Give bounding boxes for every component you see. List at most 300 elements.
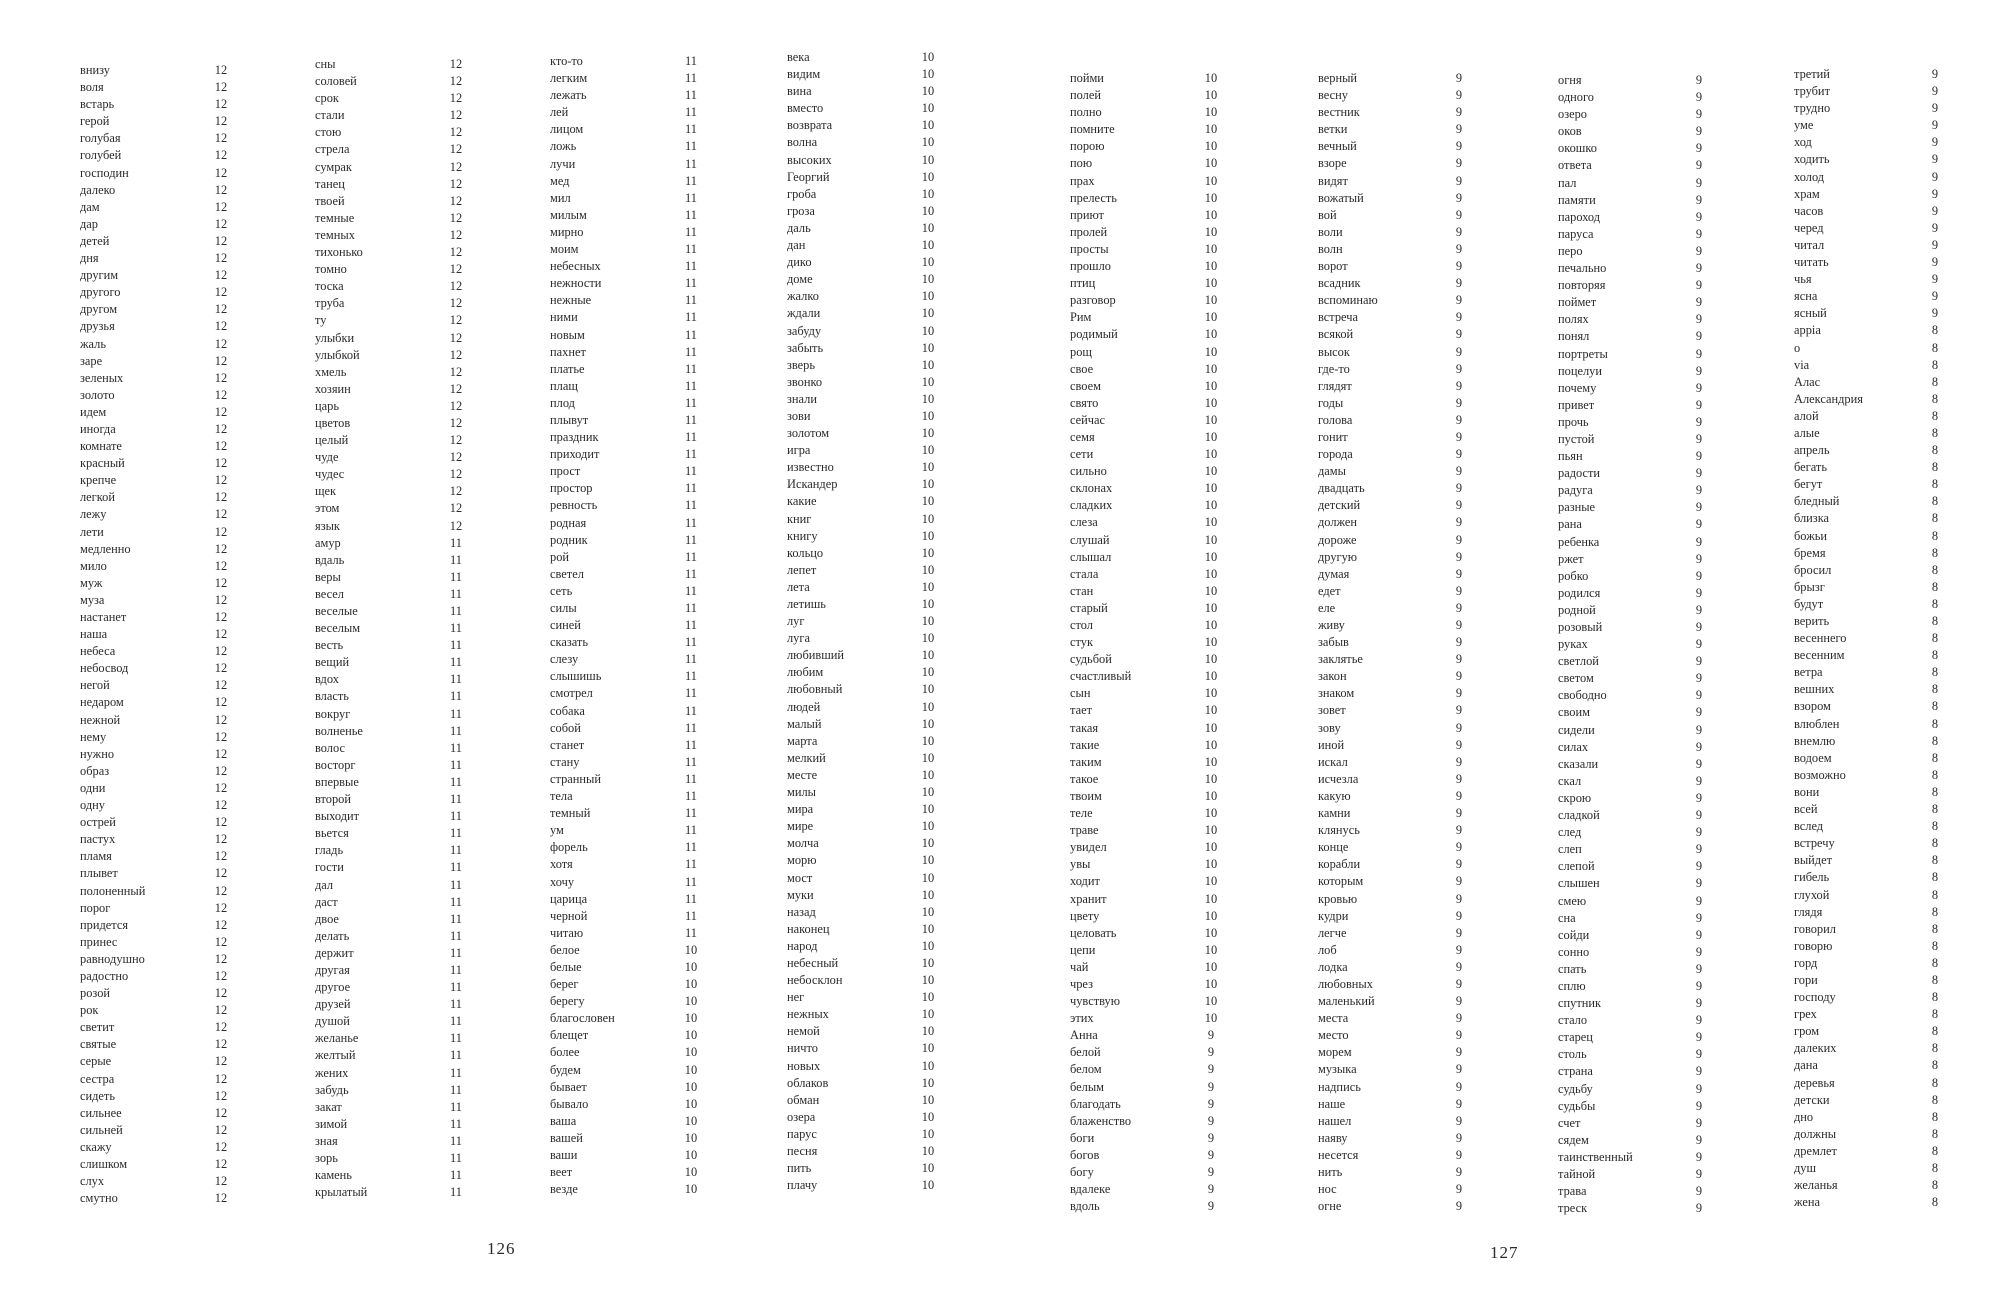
entry-word: забудь: [315, 1082, 349, 1097]
entry-count: 10: [921, 238, 935, 253]
entry-count: 9: [1455, 1182, 1463, 1197]
entry-count: 11: [450, 706, 462, 721]
list-item: [1794, 579, 2000, 596]
entry-count: 12: [214, 780, 228, 795]
entry-word: придется: [80, 917, 129, 932]
entry-word: вожатый: [1318, 190, 1364, 205]
entry-count: 9: [1931, 135, 1939, 150]
entry-count: 10: [1204, 447, 1218, 462]
entry-word: детски: [1794, 1092, 1830, 1107]
entry-count: 9: [1207, 1062, 1215, 1077]
entry-count: 9: [1695, 978, 1703, 993]
list-item: [315, 962, 533, 979]
list-item: [1794, 818, 2000, 835]
entry-count: 9: [1695, 329, 1703, 344]
entry-word: гром: [1794, 1024, 1820, 1039]
entry-word: закат: [315, 1099, 342, 1114]
entry-word: ход: [1794, 135, 1812, 150]
entry-count: 8: [1931, 408, 1939, 423]
list-item: [1070, 600, 1288, 617]
entry-count: 9: [1931, 169, 1939, 184]
list-item: [80, 1156, 298, 1173]
list-item: [550, 1027, 768, 1044]
entry-word: третий: [1794, 67, 1830, 81]
list-item: [1558, 346, 1776, 363]
entry-word: волна: [787, 135, 818, 150]
entry-count: 12: [214, 678, 228, 693]
list-item: [1318, 702, 1536, 719]
entry-count: 8: [1931, 682, 1939, 697]
entry-word: амур: [315, 535, 341, 550]
entry-count: 9: [1455, 412, 1463, 427]
entry-word: маленький: [1318, 994, 1375, 1009]
entry-word: темные: [315, 210, 355, 225]
entry-word: дремлет: [1794, 1143, 1837, 1158]
entry-count: 9: [1455, 1113, 1463, 1128]
list-item: [315, 278, 533, 295]
list-item: [80, 558, 298, 575]
entry-count: 9: [1455, 498, 1463, 513]
entry-count: 12: [214, 763, 228, 778]
list-item: [315, 620, 533, 637]
entry-word: улыбки: [315, 330, 355, 345]
list-item: [80, 575, 298, 592]
entry-count: 9: [1695, 1132, 1703, 1147]
entry-count: 11: [685, 908, 697, 923]
entry-word: глядят: [1318, 378, 1352, 393]
entry-count: 10: [921, 973, 935, 988]
list-item: [80, 1053, 298, 1070]
entry-word: темный: [550, 806, 591, 821]
list-item: [550, 566, 768, 583]
list-item: [787, 767, 1005, 784]
entry-word: родимый: [1070, 327, 1118, 342]
entry-word: треск: [1558, 1201, 1588, 1216]
entry-count: 12: [214, 849, 228, 864]
list-item: [1558, 927, 1776, 944]
entry-count: 12: [214, 627, 228, 642]
entry-word: стало: [1558, 1013, 1588, 1028]
entry-word: забыть: [787, 340, 824, 355]
list-item: [787, 340, 1005, 357]
list-item: [787, 681, 1005, 698]
list-item: [787, 1143, 1005, 1160]
entry-word: бремя: [1794, 545, 1826, 560]
entry-count: 9: [1455, 737, 1463, 752]
list-item: [787, 972, 1005, 989]
list-item: [1070, 651, 1288, 668]
entry-word: чуде: [315, 450, 339, 465]
list-item: [80, 780, 298, 797]
entry-word: знали: [787, 391, 817, 406]
entry-count: 8: [1931, 1041, 1939, 1056]
list-item: [1558, 978, 1776, 995]
entry-word: принес: [80, 934, 118, 949]
entry-count: 11: [685, 293, 697, 308]
entry-word: нежных: [787, 1007, 829, 1022]
list-item: [80, 660, 298, 677]
entry-count: 11: [450, 877, 462, 892]
entry-word: сна: [1558, 910, 1576, 925]
list-item: [1558, 602, 1776, 619]
entry-count: 9: [1695, 1098, 1703, 1113]
entry-count: 10: [1204, 412, 1218, 427]
entry-word: сказать: [550, 635, 588, 650]
list-item: [315, 347, 533, 364]
entry-word: собака: [550, 703, 585, 718]
list-item: [1558, 910, 1776, 927]
entry-count: 8: [1931, 391, 1939, 406]
list-item: [315, 894, 533, 911]
list-item: [1070, 754, 1288, 771]
entry-count: 12: [449, 467, 463, 482]
entry-count: 9: [1455, 1028, 1463, 1043]
entry-word: зовет: [1318, 703, 1346, 718]
entry-word: Алас: [1794, 374, 1821, 389]
entry-count: 10: [1204, 618, 1218, 632]
list-item: [315, 56, 533, 73]
entry-count: 10: [684, 1011, 698, 1026]
entry-word: прах: [1070, 173, 1095, 188]
entry-word: одну: [80, 798, 105, 813]
entry-count: 12: [214, 182, 228, 197]
entry-word: желанье: [315, 1031, 359, 1046]
list-item: [1794, 921, 2000, 938]
entry-word: прелесть: [1070, 190, 1117, 205]
entry-word: музыка: [1318, 1062, 1357, 1077]
list-item: [1070, 207, 1288, 224]
list-item: [315, 569, 533, 586]
entry-count: 12: [449, 57, 463, 71]
list-item: [80, 541, 298, 558]
list-item: [80, 421, 298, 438]
entry-word: дана: [1794, 1058, 1818, 1073]
list-item: [1558, 1200, 1776, 1217]
list-item: [315, 586, 533, 603]
list-item: [787, 511, 1005, 528]
entry-word: стали: [315, 108, 345, 123]
list-item: [787, 852, 1005, 869]
entry-word: вой: [1318, 207, 1337, 222]
entry-count: 9: [1695, 944, 1703, 959]
entry-word: праздник: [550, 430, 599, 445]
entry-word: хочу: [550, 874, 575, 889]
entry-word: вспоминаю: [1318, 293, 1378, 308]
list-item: [315, 825, 533, 842]
entry-count: 11: [685, 122, 697, 137]
entry-count: 9: [1695, 568, 1703, 583]
entry-count: 9: [1695, 1081, 1703, 1096]
entry-count: 11: [450, 911, 462, 926]
list-item: [550, 292, 768, 309]
entry-count: 10: [921, 255, 935, 270]
entry-count: 11: [685, 88, 697, 103]
list-item: [1318, 617, 1536, 634]
list-item: [1558, 123, 1776, 140]
entry-word: пароход: [1558, 209, 1601, 224]
list-item: [315, 261, 533, 278]
entry-word: тоска: [315, 279, 344, 294]
entry-word: памяти: [1558, 192, 1596, 207]
entry-word: скрою: [1558, 790, 1592, 805]
list-item: [787, 545, 1005, 562]
entry-count: 10: [1204, 788, 1218, 803]
entry-count: 11: [450, 980, 462, 995]
entry-word: небесный: [787, 955, 839, 970]
list-item: [80, 1036, 298, 1053]
entry-count: 10: [921, 186, 935, 201]
list-item: [315, 193, 533, 210]
list-item: [550, 771, 768, 788]
entry-word: пою: [1070, 156, 1093, 171]
entry-word: томно: [315, 262, 347, 277]
entry-count: 11: [450, 672, 462, 687]
list-item: [550, 190, 768, 207]
list-item: [787, 288, 1005, 305]
entry-count: 10: [921, 152, 935, 167]
entry-count: 12: [214, 575, 228, 590]
list-item: [787, 699, 1005, 716]
list-item: [1794, 681, 2000, 698]
entry-word: будут: [1794, 596, 1824, 611]
entry-word: сильнее: [80, 1105, 122, 1120]
list-item: [1318, 651, 1536, 668]
entry-count: 12: [449, 296, 463, 311]
entry-word: стол: [1070, 618, 1093, 632]
list-item: [787, 1006, 1005, 1023]
list-item: [1070, 976, 1288, 993]
entry-count: 11: [685, 601, 697, 615]
entry-count: 12: [214, 832, 228, 847]
list-item: [1318, 737, 1536, 754]
list-item: [550, 617, 768, 634]
list-item: [1794, 887, 2000, 904]
entry-count: 8: [1931, 511, 1939, 526]
entry-word: везде: [550, 1182, 578, 1197]
entry-count: 12: [214, 917, 228, 932]
entry-word: язык: [315, 518, 340, 533]
entry-count: 11: [450, 774, 462, 789]
list-item: [1318, 1113, 1536, 1130]
entry-count: 11: [685, 737, 697, 752]
entry-count: 8: [1931, 938, 1939, 953]
entry-word: знаком: [1318, 686, 1355, 701]
entry-word: родной: [1558, 602, 1596, 617]
list-item: [550, 822, 768, 839]
entry-count: 9: [1695, 705, 1703, 720]
entry-count: 10: [1204, 908, 1218, 923]
entry-word: алой: [1794, 408, 1819, 423]
entry-count: 9: [1695, 261, 1703, 276]
word-column: [550, 53, 768, 1198]
entry-word: двадцать: [1318, 481, 1365, 496]
list-item: [80, 917, 298, 934]
list-item: [787, 870, 1005, 887]
entry-word: облаков: [787, 1075, 829, 1090]
entry-count: 9: [1455, 447, 1463, 462]
entry-count: 11: [685, 669, 697, 684]
entry-count: 10: [921, 220, 935, 235]
entry-word: читаю: [550, 925, 584, 940]
list-item: [787, 476, 1005, 493]
list-item: [1070, 856, 1288, 873]
list-item: [1318, 891, 1536, 908]
list-item: [1558, 568, 1776, 585]
entry-word: плод: [550, 395, 575, 410]
list-item: [1318, 121, 1536, 138]
entry-word: близка: [1794, 511, 1830, 526]
entry-word: стан: [1070, 583, 1094, 598]
entry-count: 9: [1931, 186, 1939, 201]
list-item: [80, 1088, 298, 1105]
list-item: [1070, 737, 1288, 754]
list-item: [1070, 275, 1288, 292]
entry-word: увидел: [1070, 840, 1107, 855]
list-item: [1318, 566, 1536, 583]
entry-count: 9: [1455, 105, 1463, 120]
entry-word: смотрел: [550, 686, 593, 701]
list-item: [80, 883, 298, 900]
list-item: [80, 985, 298, 1002]
list-item: [550, 720, 768, 737]
entry-word: стрела: [315, 142, 350, 157]
list-item: [1070, 925, 1288, 942]
list-item: [1558, 363, 1776, 380]
entry-count: 8: [1931, 528, 1939, 543]
entry-word: берегу: [550, 994, 585, 1009]
list-item: [550, 104, 768, 121]
list-item: [1318, 275, 1536, 292]
entry-word: выходит: [315, 809, 360, 824]
entry-count: 11: [685, 207, 697, 222]
list-item: [787, 630, 1005, 647]
entry-count: 12: [449, 245, 463, 260]
entry-word: высок: [1318, 344, 1350, 359]
list-item: [1070, 1181, 1288, 1198]
list-item: [1558, 1081, 1776, 1098]
entry-word: людей: [787, 699, 821, 714]
entry-count: 9: [1931, 220, 1939, 235]
list-item: [1558, 1012, 1776, 1029]
entry-word: камень: [315, 1168, 352, 1183]
list-item: [1558, 875, 1776, 892]
entry-word: зорь: [315, 1151, 338, 1165]
entry-word: места: [1318, 1011, 1349, 1026]
list-item: [1794, 596, 2000, 613]
entry-word: весенним: [1794, 648, 1845, 663]
list-item: [1318, 138, 1536, 155]
entry-count: 8: [1931, 477, 1939, 492]
entry-count: 10: [921, 84, 935, 99]
list-item: [1070, 1079, 1288, 1096]
entry-count: 9: [1455, 207, 1463, 222]
list-item: [1318, 1181, 1536, 1198]
entry-count: 12: [214, 251, 228, 266]
entry-count: 9: [1455, 908, 1463, 923]
entry-word: высоких: [787, 152, 832, 167]
list-item: [1558, 1046, 1776, 1063]
list-item: [787, 1075, 1005, 1092]
list-item: [1070, 173, 1288, 190]
entry-word: целовать: [1070, 925, 1117, 940]
list-item: [550, 532, 768, 549]
list-item: [787, 357, 1005, 374]
entry-word: обман: [787, 1092, 820, 1107]
entry-count: 10: [1204, 857, 1218, 872]
entry-count: 9: [1695, 431, 1703, 446]
list-item: [1558, 1132, 1776, 1149]
entry-count: 12: [214, 473, 228, 488]
list-item: [1318, 583, 1536, 600]
entry-word: небеса: [80, 644, 116, 659]
entry-word: другом: [80, 302, 118, 317]
entry-count: 11: [685, 583, 697, 598]
entry-count: 12: [214, 1105, 228, 1120]
list-item: [1558, 1166, 1776, 1183]
entry-count: 11: [685, 771, 697, 786]
list-item: [1070, 822, 1288, 839]
entry-count: 10: [921, 511, 935, 526]
list-item: [550, 327, 768, 344]
entry-word: судьбу: [1558, 1081, 1593, 1096]
entry-word: второй: [315, 792, 352, 807]
list-item: [315, 1167, 533, 1184]
entry-word: синей: [550, 618, 581, 633]
entry-count: 11: [685, 481, 697, 496]
entry-count: 9: [1455, 241, 1463, 256]
entry-count: 12: [214, 986, 228, 1001]
entry-count: 11: [450, 621, 462, 636]
entry-count: 9: [1695, 585, 1703, 600]
list-item: [787, 716, 1005, 733]
list-item: [787, 613, 1005, 630]
entry-word: встреча: [1318, 310, 1358, 325]
list-item: [550, 1079, 768, 1096]
list-item: [315, 1065, 533, 1082]
list-item: [315, 244, 533, 261]
entry-count: 12: [214, 63, 228, 77]
list-item: [1794, 852, 2000, 869]
entry-word: книгу: [787, 528, 818, 543]
list-item: [550, 309, 768, 326]
entry-count: 11: [450, 1133, 462, 1148]
entry-word: перо: [1558, 243, 1583, 258]
entry-word: огня: [1558, 73, 1582, 87]
list-item: [1794, 972, 2000, 989]
entry-word: взором: [1794, 699, 1831, 714]
entry-word: гости: [315, 860, 344, 875]
entry-word: пахнет: [550, 344, 586, 359]
entry-count: 12: [449, 193, 463, 208]
entry-count: 10: [921, 426, 935, 441]
entry-word: помните: [1070, 122, 1115, 137]
entry-count: 9: [1455, 669, 1463, 684]
entry-count: 9: [1455, 1096, 1463, 1111]
entry-word: станет: [550, 737, 585, 752]
list-item: [1070, 104, 1288, 121]
list-item: [80, 848, 298, 865]
entry-count: 10: [1204, 498, 1218, 513]
list-item: [315, 688, 533, 705]
entry-count: 9: [1695, 910, 1703, 925]
entry-count: 11: [450, 792, 462, 807]
entry-word: всей: [1794, 802, 1818, 817]
entry-word: чувствую: [1070, 994, 1120, 1009]
list-item: [787, 169, 1005, 186]
entry-count: 9: [1695, 192, 1703, 207]
entry-count: 8: [1931, 887, 1939, 902]
list-item: [550, 600, 768, 617]
